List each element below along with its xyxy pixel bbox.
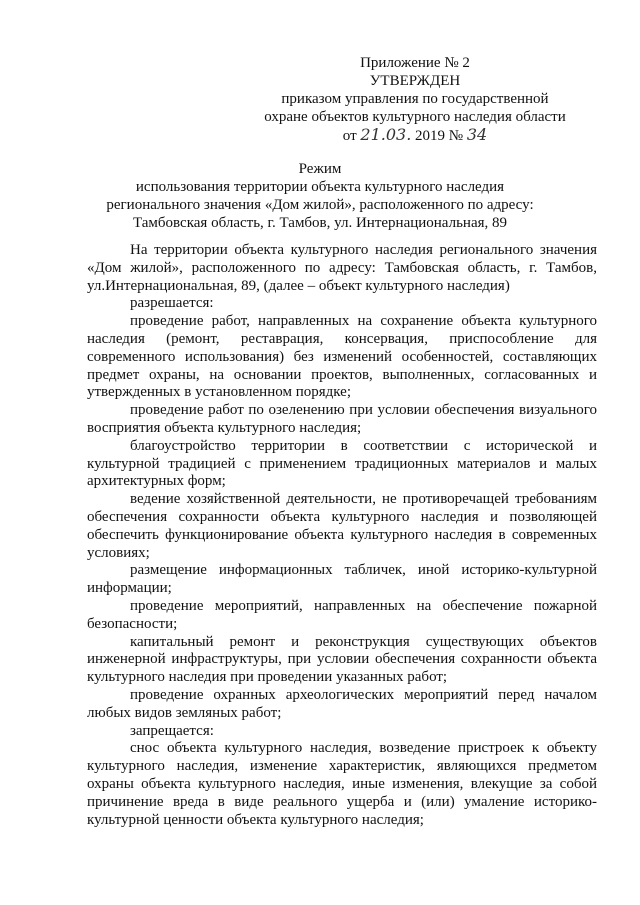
appendix-number: Приложение № 2 (360, 55, 470, 71)
allowed-item: ведение хозяйственной деятельности, не противоречащей требованиям обеспечения сохранности объекта культурного наследия и позволяющей обеспечить функционирование объекта культурного наследия в современных условиях; (87, 491, 597, 561)
allowed-item: проведение работ по озеленению при условии обеспечения визуального восприятия объекта культурного наследия; (87, 402, 597, 436)
number-sign: № (448, 128, 464, 144)
title-line-3: регионального значения «Дом жилой», расположенного по адресу: (106, 197, 534, 213)
title-line-2: использования территории объекта культурного наследия (135, 179, 505, 195)
order-date-line (250, 126, 580, 145)
allowed-item: проведение работ, направленных на сохранение объекта культурного наследия (ремонт, реставрация, консервация, приспособление для современного использования) без изменений особенностей, составляющих предмет охраны, на основании проектов, выполненных, согласованных и утвержденных в установленном порядке; (87, 313, 597, 401)
title-line-1: Режим (298, 161, 342, 177)
handwritten-date: 21.03. (360, 125, 412, 144)
allowed-item: проведение мероприятий, направленных на обеспечение пожарной безопасности; (87, 597, 597, 632)
appendix-header (250, 54, 580, 145)
approved-label: УТВЕРЖДЕН (369, 73, 461, 89)
forbidden-heading: запрещается: (130, 722, 214, 739)
allowed-item: размещение информационных табличек, иной историко-культурной информации; (87, 562, 597, 597)
title-line-4: Тамбовская область, г. Тамбов, ул. Интернациональная, 89 (132, 215, 508, 231)
document-title (80, 160, 560, 232)
forbidden-item: снос объекта культурного наследия, возведение пристроек к объекту культурного наследия, изменение характеристик, являющихся предметом охраны объекта культурного наследия, иные изменения, влекущие за собой причинение вреда в виде реального ущерба и (или) умаление историко-культурной ценности объекта культурного наследия; (87, 740, 597, 828)
allowed-item: капитальный ремонт и реконструкция существующих объектов инженерной инфраструктуры, при условии обеспечения сохранности объекта культурного наследия при проведении указанных работ; (87, 633, 597, 686)
allowed-item: благоустройство территории в соответствии с исторической и культурной традицией с применением традиционных материалов и малых архитектурных форм; (87, 437, 597, 490)
allowed-heading: разрешается: (130, 295, 214, 312)
intro-paragraph: На территории объекта культурного наследия регионального значения «Дом жилой», расположенного по адресу: Тамбовская область, г. Тамбов, ул.Интернациональная, 89, (далее – объект культурного наследия) (87, 242, 597, 294)
handwritten-number: 34 (466, 125, 488, 144)
order-line: приказом управления по государственной (281, 91, 549, 107)
authority-line: охране объектов культурного наследия области (264, 109, 566, 125)
document-body (87, 242, 597, 829)
date-prefix: от (342, 128, 357, 144)
allowed-item: проведение охранных археологических мероприятий перед началом любых видов земляных работ; (87, 686, 597, 721)
order-year: 2019 (415, 128, 446, 144)
